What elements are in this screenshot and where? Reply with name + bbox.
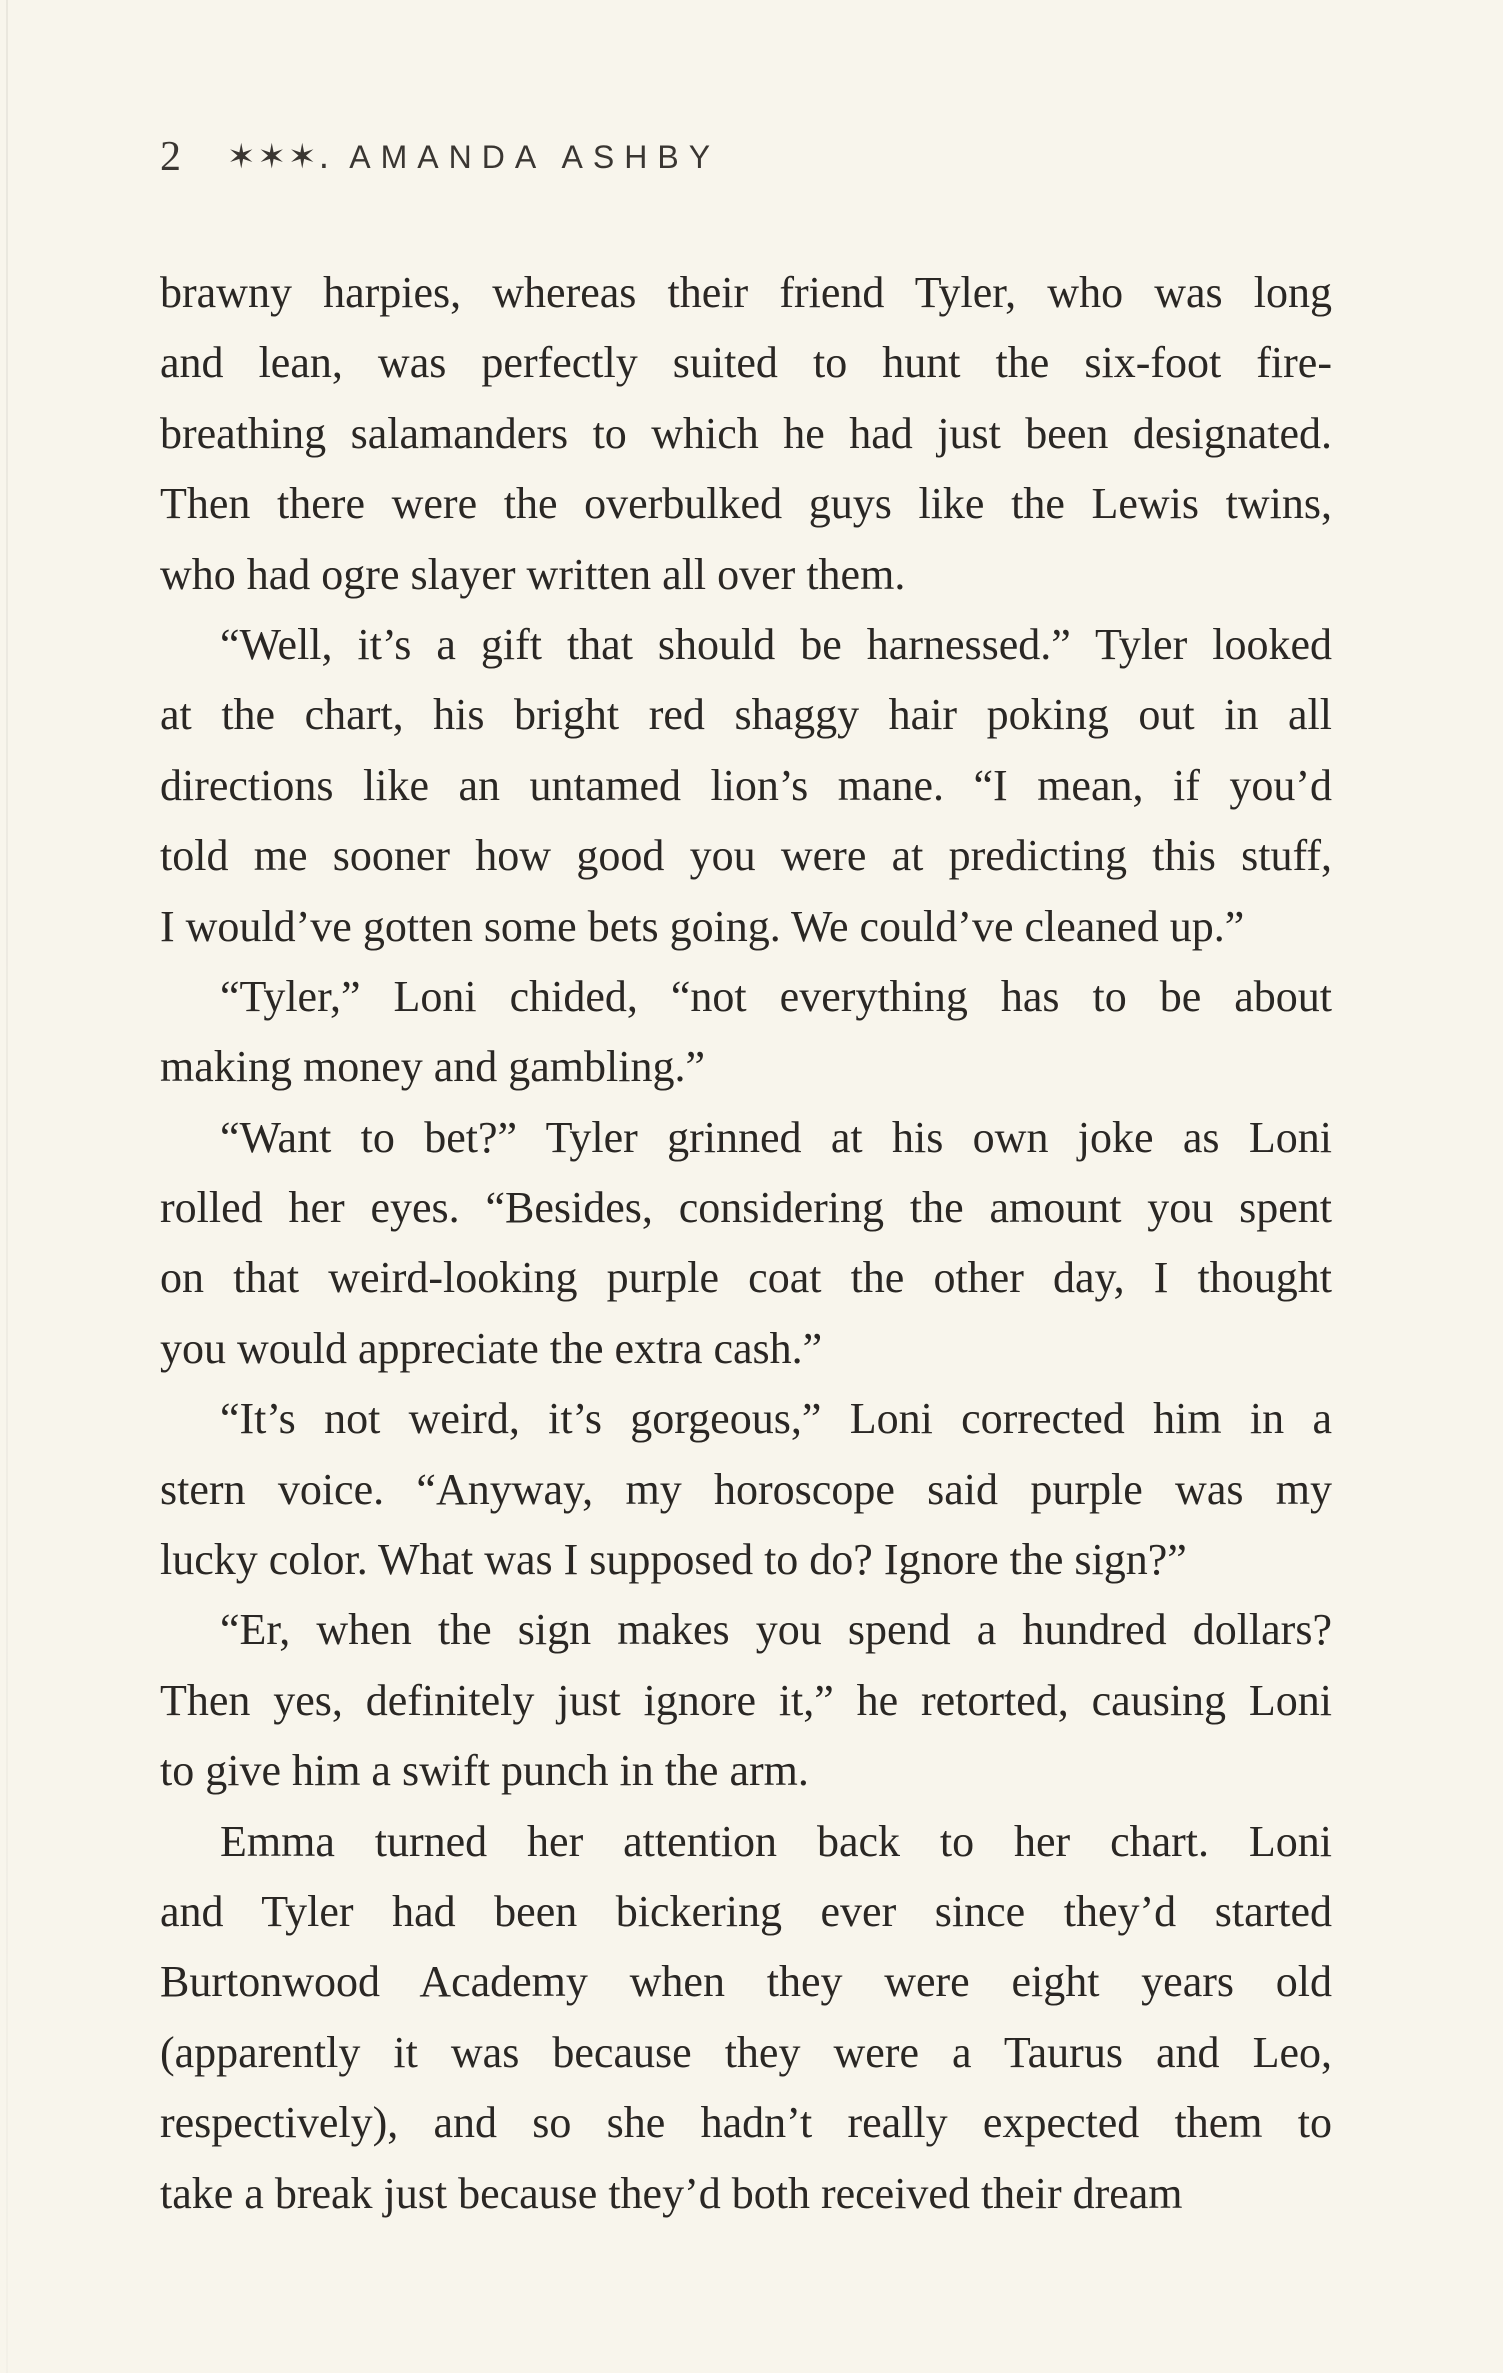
text-line: breathing salamanders to which he had just been designated. <box>160 408 1332 458</box>
paragraph <box>160 1807 1332 2229</box>
text-line: respectively), and so she hadn’t really expected them to <box>160 2098 1332 2148</box>
text-line: take a break just because they’d both received their dream <box>160 2168 1183 2218</box>
text-line: and Tyler had been bickering ever since they’d started <box>160 1886 1332 1936</box>
text-line: who had ogre slayer written all over them. <box>160 549 906 599</box>
text-line: making money and gambling.” <box>160 1042 705 1092</box>
text-line: brawny harpies, whereas their friend Tyler, who was long <box>160 268 1332 317</box>
text-line: lucky color. What was I supposed to do? Ignore the sign?” <box>160 1535 1187 1585</box>
paragraph <box>160 610 1332 962</box>
text-line: told me sooner how good you were at predicting this stuff, <box>160 831 1332 881</box>
text-line: stern voice. “Anyway, my horoscope said purple was my <box>160 1464 1332 1514</box>
paragraph <box>160 1384 1332 1595</box>
author-name: AMANDA ASHBY <box>349 138 721 175</box>
page-edge <box>6 0 8 2373</box>
text-line: Then there were the overbulked guys like the Lewis twins, <box>160 479 1332 529</box>
text-line: Emma turned her attention back to her chart. Loni <box>220 1816 1332 1866</box>
text-line: rolled her eyes. “Besides, considering the amount you spent <box>160 1183 1332 1233</box>
text-line: “It’s not weird, it’s gorgeous,” Loni corrected him in a <box>220 1394 1332 1444</box>
text-line: you would appreciate the extra cash.” <box>160 1323 823 1373</box>
star-ornament-icon: ✶✶✶. <box>227 137 332 177</box>
text-line: Then yes, definitely just ignore it,” he retorted, causing Loni <box>160 1675 1332 1725</box>
paragraph <box>160 962 1332 1103</box>
text-line: directions like an untamed lion’s mane. “I mean, if you’d <box>160 760 1332 810</box>
text-line: on that weird-looking purple coat the other day, I thought <box>160 1253 1332 1303</box>
text-line: “Want to bet?” Tyler grinned at his own joke as Loni <box>220 1112 1332 1162</box>
text-line: (apparently it was because they were a Taurus and Leo, <box>160 2027 1332 2077</box>
text-line: and lean, was perfectly suited to hunt the six-foot fire- <box>160 338 1332 388</box>
text-line: to give him a swift punch in the arm. <box>160 1746 809 1796</box>
text-line: “Tyler,” Loni chided, “not everything has to be about <box>220 971 1332 1021</box>
paragraph <box>160 1595 1332 1806</box>
paragraph <box>160 1103 1332 1385</box>
paragraph <box>160 258 1332 610</box>
text-line: “Er, when the sign makes you spend a hundred dollars? <box>220 1605 1332 1655</box>
text-line: Burtonwood Academy when they were eight years old <box>160 1957 1332 2007</box>
body-text <box>160 258 1332 2229</box>
running-head <box>160 132 720 182</box>
text-line: “Well, it’s a gift that should be harnessed.” Tyler looked <box>220 619 1332 669</box>
text-line: I would’ve gotten some bets going. We could’ve cleaned up.” <box>160 901 1245 951</box>
text-line: at the chart, his bright red shaggy hair poking out in all <box>160 690 1332 740</box>
page-number: 2 <box>160 134 181 180</box>
